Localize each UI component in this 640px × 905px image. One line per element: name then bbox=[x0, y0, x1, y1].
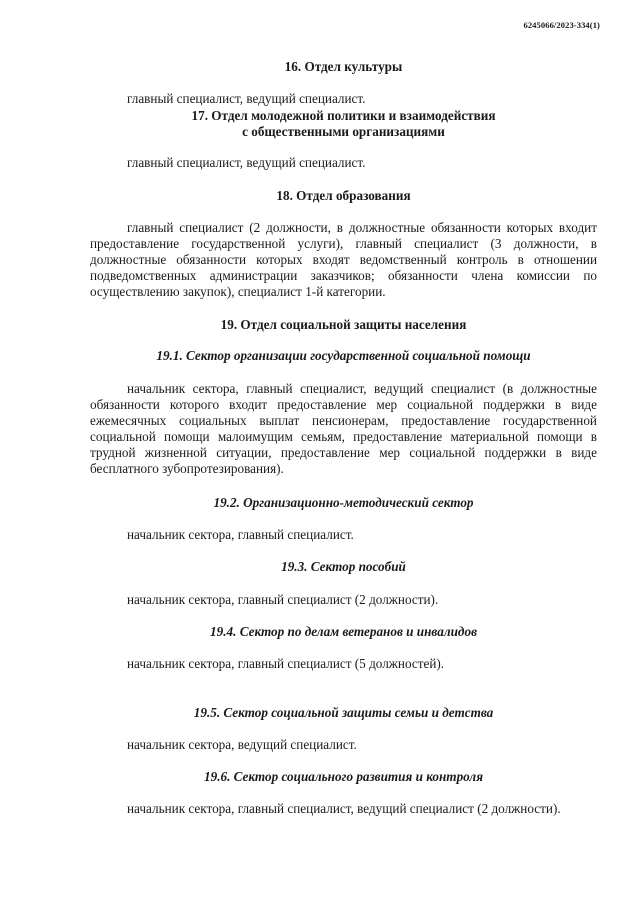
section-16-text: главный специалист, ведущий специалист. bbox=[127, 91, 366, 106]
section-19-5-heading: 19.5. Сектор социальной защиты семьи и детства bbox=[193, 705, 494, 720]
section-17-text: главный специалист, ведущий специалист. bbox=[127, 155, 366, 170]
section-18-text: главный специалист (2 должности, в должностные обязанности которых входит предоставление государственной услуги), главный специалист (3 должности, в должностные обязанности которых входят ведомственный контроль в отношении подведомственных администрации заказчиков; обязанности члена комиссии по осуществлению закупок), специалист 1-й категории. bbox=[90, 220, 597, 299]
section-19-4-heading: 19.4. Сектор по делам ветеранов и инвалидов bbox=[210, 624, 477, 639]
section-19-1-text: начальник сектора, главный специалист, ведущий специалист (в должностные обязанности которого входит предоставление мер социальной поддержки в виде ежемесячных социальных выплат пенсионерам, предоставление государственной социальной помощи малоимущим семьям, предоставление материальной помощи в трудной жизненной ситуации, предоставление мер социальной поддержки в виде бесплатного зубопротезирования). bbox=[90, 381, 597, 476]
section-17-heading bbox=[90, 108, 597, 140]
document-number: 6245066/2023-334(1) bbox=[523, 20, 600, 30]
section-19-6-text: начальник сектора, главный специалист, ведущий специалист (2 должности). bbox=[127, 801, 561, 816]
section-19-3-text: начальник сектора, главный специалист (2 должности). bbox=[127, 592, 439, 607]
section-19-heading: 19. Отдел социальной защиты населения bbox=[220, 317, 467, 332]
section-17-heading-line2: с общественными организациями bbox=[242, 124, 445, 139]
section-19-2-heading: 19.2. Организационно-методический сектор bbox=[213, 495, 474, 510]
section-19-1-heading: 19.1. Сектор организации государственной социальной помощи bbox=[156, 348, 531, 363]
section-19-2-text: начальник сектора, главный специалист. bbox=[127, 527, 354, 542]
section-19-4-text: начальник сектора, главный специалист (5 должностей). bbox=[127, 656, 445, 671]
section-16-heading: 16. Отдел культуры bbox=[284, 59, 403, 74]
section-17-heading-line1: 17. Отдел молодежной политики и взаимодействия bbox=[191, 108, 496, 123]
section-18-heading: 18. Отдел образования bbox=[276, 188, 411, 203]
section-19-5-text: начальник сектора, ведущий специалист. bbox=[127, 737, 357, 752]
section-19-3-heading: 19.3. Сектор пособий bbox=[281, 559, 406, 574]
section-19-6-heading: 19.6. Сектор социального развития и контроля bbox=[204, 769, 483, 784]
